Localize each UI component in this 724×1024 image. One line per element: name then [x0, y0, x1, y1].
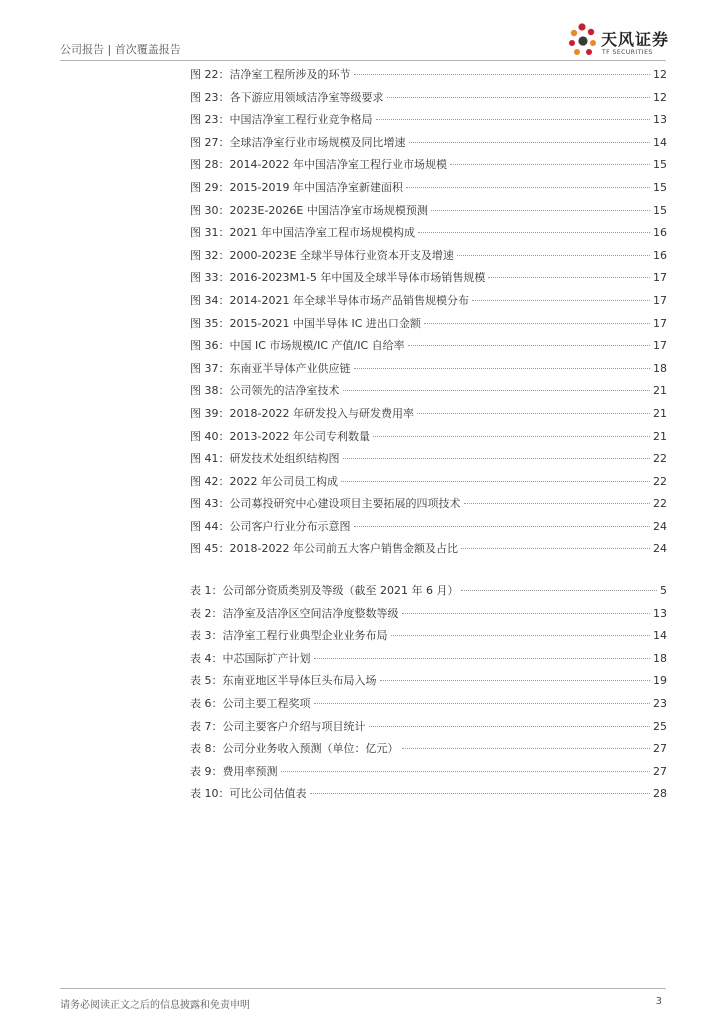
toc-entry-title: 图 39：2018-2022 年研发投入与研发费用率 [190, 406, 414, 420]
toc-entry-title: 图 40：2013-2022 年公司专利数量 [190, 429, 370, 443]
toc-entry[interactable] [190, 672, 667, 695]
flower-logo-icon [567, 22, 599, 60]
toc-dot-leader [387, 97, 651, 98]
toc-entry-page: 17 [653, 293, 667, 307]
toc-entry-title: 图 43：公司募投研究中心建设项目主要拓展的四项技术 [190, 497, 461, 511]
toc-dot-leader [409, 142, 651, 143]
report-type-label: 公司报告 | 首次覆盖报告 [60, 43, 181, 56]
toc-entry[interactable] [190, 518, 667, 541]
toc-entry-page: 24 [653, 542, 667, 556]
toc-dot-leader [343, 390, 651, 391]
toc-entry[interactable] [190, 650, 667, 673]
toc-entry-page: 13 [653, 606, 667, 620]
toc-entry-page: 21 [653, 384, 667, 398]
toc-dot-leader [354, 526, 651, 527]
footer-divider [60, 988, 666, 989]
toc-entry-page: 28 [653, 787, 667, 801]
toc-entry-title: 图 35：2015-2021 中国半导体 IC 进出口金额 [190, 316, 421, 330]
toc-entry[interactable] [190, 382, 667, 405]
disclaimer-text: 请务必阅读正文之后的信息披露和免责申明 [60, 1000, 250, 1011]
toc-entry-page: 13 [653, 113, 667, 127]
toc-entry[interactable] [190, 428, 667, 451]
toc-entry-page: 22 [653, 452, 667, 466]
toc-entry-page: 5 [660, 584, 667, 597]
toc-entry-title: 图 44：公司客户行业分布示意图 [190, 519, 351, 533]
toc-entry-title: 图 34：2014-2021 年全球半导体市场产品销售规模分布 [190, 293, 469, 307]
toc-dot-leader [464, 503, 651, 504]
toc-entry[interactable] [190, 763, 667, 786]
toc-entry-title: 图 33：2016-2023M1-5 年中国及全球半导体市场销售规模 [190, 271, 486, 285]
toc-entry-title: 图 45：2018-2022 年公司前五大客户销售金额及占比 [190, 542, 458, 556]
toc-entry-title: 表 1：公司部分资质类别及等级（截至 2021 年 6 月） [190, 584, 459, 597]
toc-dot-leader [380, 680, 651, 681]
toc-dot-leader [314, 658, 651, 659]
toc-entry[interactable] [190, 269, 667, 292]
toc-dot-leader [461, 548, 650, 549]
toc-entry-page: 23 [653, 696, 667, 710]
toc-entry-title: 表 9：费用率预测 [190, 764, 278, 778]
toc-entry-title: 表 10：可比公司估值表 [190, 787, 307, 801]
toc-entry[interactable] [190, 179, 667, 202]
toc-entry-title: 表 3：洁净室工程行业典型企业业务布局 [190, 629, 388, 643]
toc-entry[interactable] [190, 495, 667, 518]
toc-dot-leader [402, 613, 651, 614]
toc-entry-page: 14 [653, 629, 667, 643]
toc-entry-title: 表 8：公司分业务收入预测（单位：亿元） [190, 742, 399, 756]
table-list [190, 582, 667, 808]
toc-dot-leader [472, 300, 650, 301]
toc-entry[interactable] [190, 405, 667, 428]
tf-securities-logo [567, 22, 671, 62]
toc-entry-title: 表 6：公司主要工程奖项 [190, 696, 311, 710]
toc-entry[interactable] [190, 540, 667, 563]
toc-entry-title: 表 7：公司主要客户介绍与项目统计 [190, 719, 366, 733]
toc-entry-title: 图 27：全球洁净室行业市场规模及同比增速 [190, 135, 406, 149]
toc-dot-leader [402, 748, 651, 749]
toc-dot-leader [431, 210, 650, 211]
toc-entry[interactable] [190, 785, 667, 808]
toc-dot-leader [281, 771, 651, 772]
toc-entry-page: 19 [653, 674, 667, 688]
logo-chinese-text: 天风证券 [601, 30, 670, 49]
toc-entry-page: 24 [653, 519, 667, 533]
toc-entry-title: 图 30：2023E-2026E 中国洁净室市场规模预测 [190, 203, 428, 217]
toc-entry-page: 14 [653, 135, 667, 149]
toc-entry[interactable] [190, 292, 667, 315]
toc-dot-leader [341, 481, 650, 482]
toc-dot-leader [418, 232, 650, 233]
toc-entry[interactable] [190, 224, 667, 247]
toc-entry-title: 表 4：中芯国际扩产计划 [190, 651, 311, 665]
toc-entry-page: 18 [653, 361, 667, 375]
toc-dot-leader [376, 119, 651, 120]
toc-dot-leader [488, 277, 650, 278]
toc-dot-leader [343, 458, 651, 459]
toc-entry-page: 15 [653, 158, 667, 172]
toc-entry-title: 图 23：中国洁净室工程行业竞争格局 [190, 113, 373, 127]
toc-entry-page: 16 [653, 226, 667, 240]
toc-entry[interactable] [190, 337, 667, 360]
toc-dot-leader [373, 436, 650, 437]
toc-entry-title: 表 5：东南亚地区半导体巨头布局入场 [190, 674, 377, 688]
toc-entry-title: 图 32：2000-2023E 全球半导体行业资本开支及增速 [190, 248, 454, 262]
toc-entry[interactable] [190, 718, 667, 741]
toc-entry-page: 27 [653, 764, 667, 778]
toc-entry-page: 12 [653, 90, 667, 104]
toc-dot-leader [391, 635, 651, 636]
toc-entry-page: 27 [653, 742, 667, 756]
toc-dot-leader [354, 74, 651, 75]
toc-dot-leader [408, 345, 650, 346]
toc-entry-page: 15 [653, 180, 667, 194]
toc-dot-leader [314, 703, 651, 704]
toc-entry-page: 16 [653, 248, 667, 262]
toc-entry[interactable] [190, 202, 667, 225]
toc-entry-page: 15 [653, 203, 667, 217]
toc-entry-page: 25 [653, 719, 667, 733]
toc-entry-page: 22 [653, 474, 667, 488]
toc-entry-title: 图 41：研发技术处组织结构图 [190, 452, 340, 466]
toc-dot-leader [424, 323, 650, 324]
toc-entry-title: 表 2：洁净室及洁净区空间洁净度整数等级 [190, 606, 399, 620]
toc-entry-title: 图 28：2014-2022 年中国洁净室工程行业市场规模 [190, 158, 447, 172]
toc-entry[interactable] [190, 134, 667, 157]
toc-entry[interactable] [190, 582, 667, 605]
logo-english-text: TF SECURITIES [602, 49, 653, 56]
toc-entry[interactable] [190, 247, 667, 270]
toc-entry[interactable] [190, 89, 667, 112]
toc-entry-title: 图 42：2022 年公司员工构成 [190, 474, 338, 488]
toc-entry-page: 21 [653, 406, 667, 420]
toc-entry[interactable] [190, 156, 667, 179]
toc-entry-title: 图 29：2015-2019 年中国洁净室新建面积 [190, 180, 403, 194]
toc-dot-leader [461, 590, 657, 591]
toc-entry[interactable] [190, 605, 667, 628]
toc-entry[interactable] [190, 111, 667, 134]
toc-entry-page: 12 [653, 68, 667, 81]
toc-dot-leader [450, 164, 650, 165]
toc-entry[interactable] [190, 315, 667, 338]
toc-entry-title: 图 31：2021 年中国洁净室工程市场规模构成 [190, 226, 415, 240]
figure-list [190, 66, 667, 563]
page-number: 3 [655, 996, 662, 1007]
toc-entry-page: 17 [653, 339, 667, 353]
toc-entry-page: 22 [653, 497, 667, 511]
toc-entry[interactable] [190, 450, 667, 473]
toc-entry-title: 图 36：中国 IC 市场规模/IC 产值/IC 自给率 [190, 339, 405, 353]
toc-entry-title: 图 23：各下游应用领域洁净室等级要求 [190, 90, 384, 104]
toc-entry[interactable] [190, 473, 667, 496]
toc-dot-leader [310, 793, 651, 794]
toc-entry-page: 17 [653, 316, 667, 330]
toc-dot-leader [354, 368, 651, 369]
toc-dot-leader [369, 726, 651, 727]
toc-entry-title: 图 22：洁净室工程所涉及的环节 [190, 68, 351, 81]
header-divider [60, 60, 666, 61]
toc-entry-title: 图 37：东南亚半导体产业供应链 [190, 361, 351, 375]
toc-dot-leader [406, 187, 650, 188]
toc-dot-leader [417, 413, 650, 414]
toc-entry[interactable] [190, 740, 667, 763]
toc-entry[interactable] [190, 627, 667, 650]
toc-entry-page: 17 [653, 271, 667, 285]
toc-entry-page: 18 [653, 651, 667, 665]
toc-entry-page: 21 [653, 429, 667, 443]
toc-entry-title: 图 38：公司领先的洁净室技术 [190, 384, 340, 398]
toc-entry[interactable] [190, 66, 667, 89]
toc-entry[interactable] [190, 360, 667, 383]
toc-entry[interactable] [190, 695, 667, 718]
toc-dot-leader [457, 255, 650, 256]
